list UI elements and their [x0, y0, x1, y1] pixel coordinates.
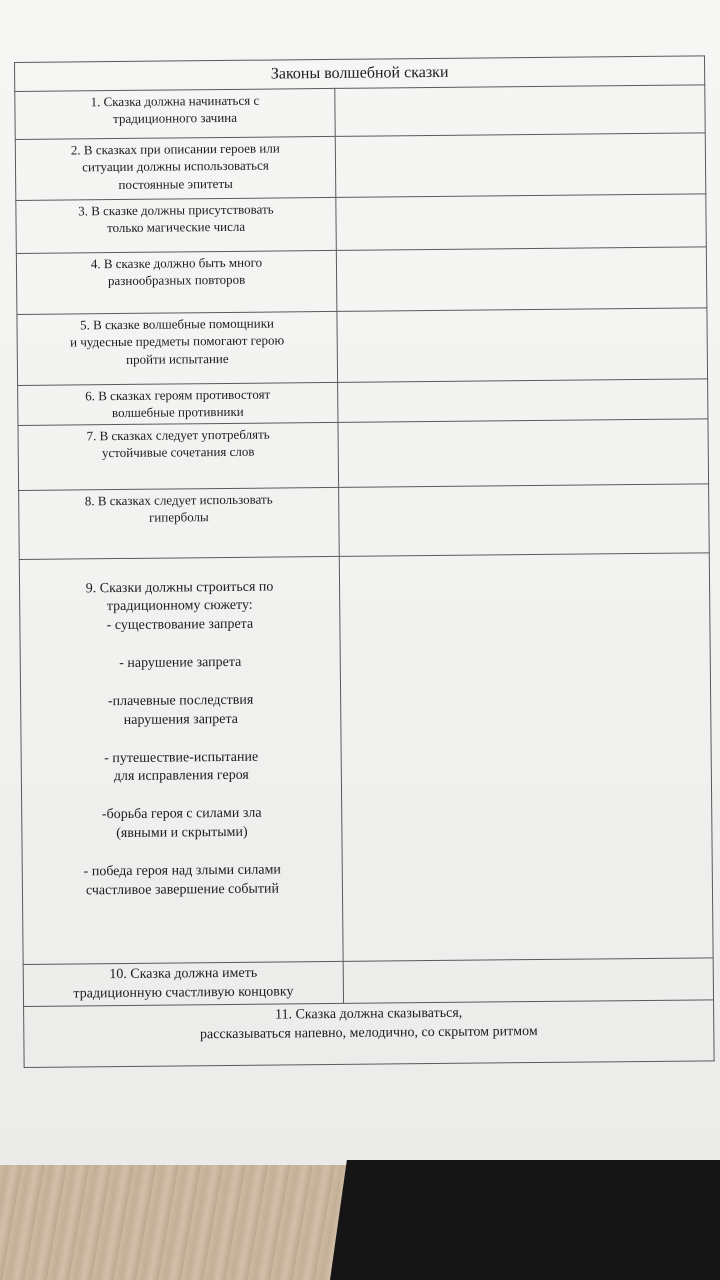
answer-cell [338, 419, 709, 488]
table-row [15, 132, 706, 200]
answer-cell [343, 958, 713, 1004]
fairy-tale-laws-table [14, 55, 715, 1068]
table-row [24, 1000, 715, 1068]
answer-cell [339, 553, 713, 962]
law-cell: 4. В сказке должно быть много разнообразных повторов [16, 250, 337, 314]
plot-step: -борьба героя с силами зла (явными и скрытыми) [101, 805, 262, 842]
document-page [14, 55, 720, 1052]
plot-law-cell [19, 556, 343, 964]
law-cell: 8. В сказках следует использовать гиперболы [19, 487, 340, 559]
table-row [18, 419, 709, 491]
law-cell: 6. В сказках героям противостоят волшебные противники [18, 382, 338, 425]
law-cell: 1. Сказка должна начинаться с традиционного зачина [15, 88, 335, 139]
answer-cell [336, 246, 707, 311]
table-row [17, 307, 708, 385]
table-row [16, 246, 707, 314]
answer-cell [336, 193, 706, 250]
law-cell: 5. В сказке волшебные помощники и чудесные предметы помогают герою пройти испытание [17, 311, 338, 385]
law-cell-wide: 11. Сказка должна сказываться, рассказываться напевно, мелодично, со скрытом ритмом [24, 1000, 715, 1068]
table-row [19, 484, 710, 560]
plot-step: - победа героя над злыми силами счастливое завершение событий [83, 862, 281, 899]
law-cell: 7. В сказках следует употреблять устойчивые сочетания слов [18, 422, 339, 490]
table-row [23, 958, 713, 1007]
plot-intro: 9. Сказки должны строиться по традиционному сюжету: - существование запрета [85, 579, 274, 634]
law-cell: 2. В сказках при описании героев или ситуации должны использоваться постоянные эпитеты [15, 136, 336, 200]
answer-cell [339, 484, 710, 557]
answer-cell [337, 307, 708, 382]
table-title: Законы волшебной сказки [15, 56, 705, 91]
dark-object [330, 1160, 720, 1280]
plot-step: -плачевные последствия нарушения запрета [107, 692, 254, 728]
plot-step: - путешествие-испытание для исправления героя [104, 749, 259, 785]
table-row [19, 553, 713, 965]
answer-cell [335, 132, 706, 197]
table-row [15, 84, 705, 139]
table-row [18, 378, 708, 425]
answer-cell [335, 84, 705, 136]
table-row [16, 193, 706, 253]
plot-step: - нарушение запрета [119, 654, 242, 672]
answer-cell [338, 378, 708, 422]
law-cell: 3. В сказке должны присутствовать только магические числа [16, 197, 336, 253]
law-cell: 10. Сказка должна иметь традиционную счастливую концовку [23, 961, 343, 1007]
